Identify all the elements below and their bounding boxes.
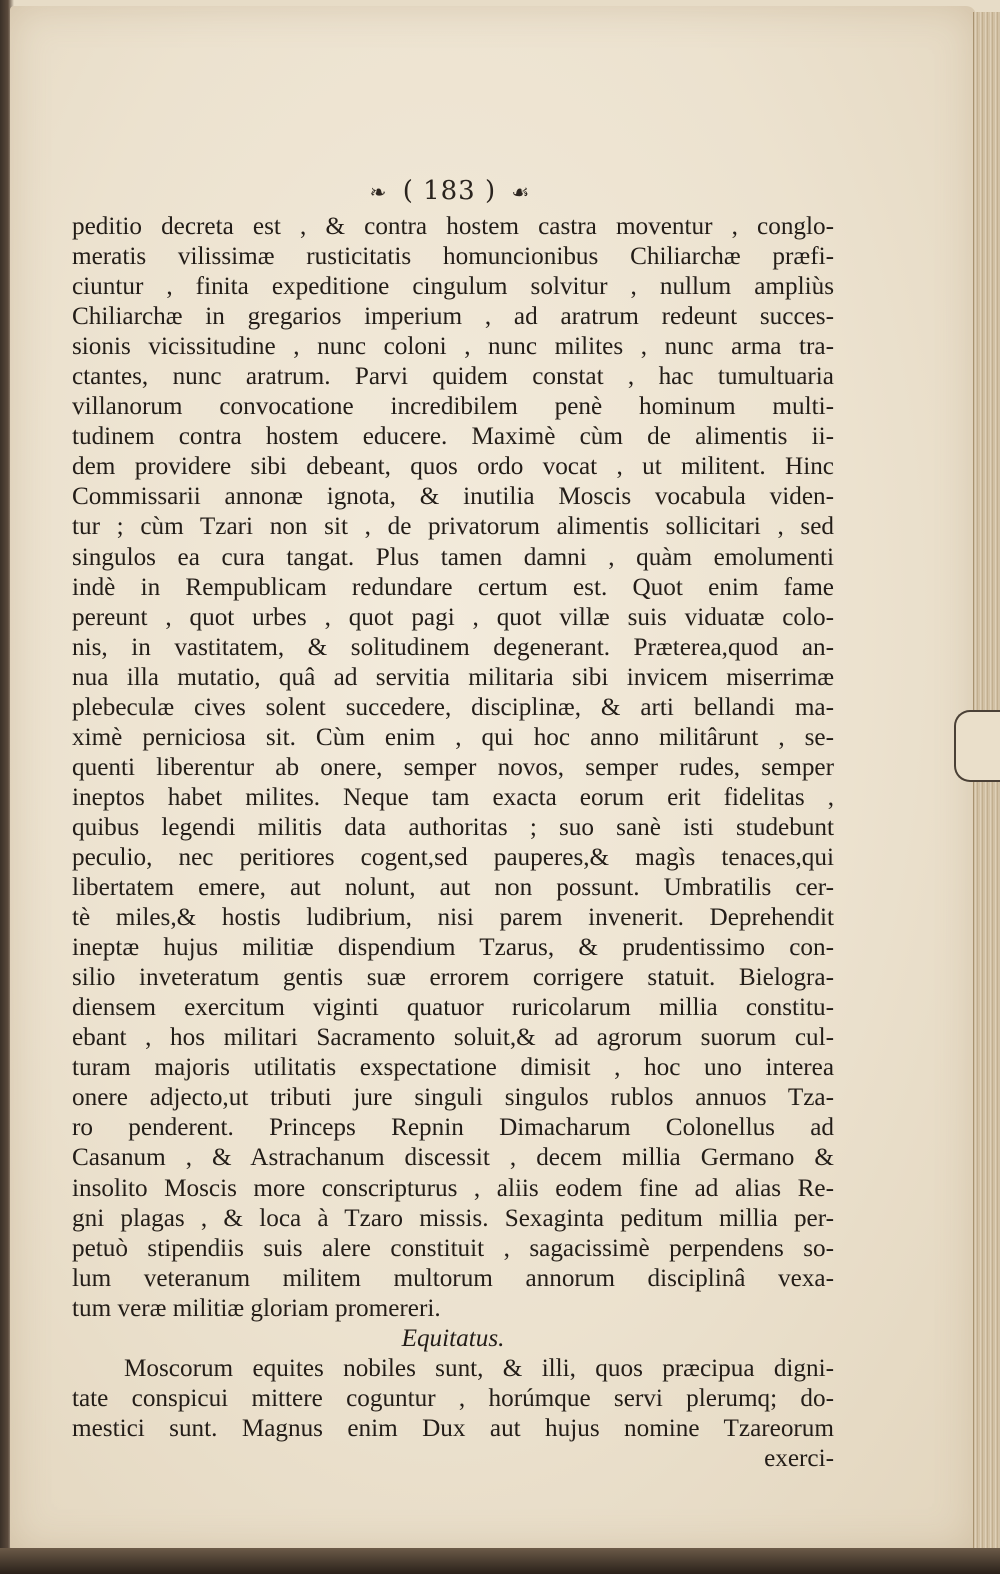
text-line: petuò stipendiis suis alere constituit , sagacissimè perpendens so-	[72, 1234, 834, 1262]
text-line: villanorum convocatione incredibilem penè hominum multi-	[72, 393, 834, 421]
text-line: tè miles,& hostis ludibrium, nisi parem invenerit. Deprehendit	[72, 904, 834, 932]
text-line: Commissarii annonæ ignota, & inutilia Moscis vocabula viden-	[72, 483, 834, 511]
page-edges	[973, 12, 1000, 1552]
text-line: ciuntur , finita expeditione cingulum solvitur , nullum ampliùs	[72, 273, 834, 301]
text-line: Moscorum equites nobiles sunt, & illi, quos præcipua digni-	[124, 1354, 834, 1382]
left-ornament-icon: ❧	[369, 180, 388, 204]
text-line: quenti liberentur ab onere, semper novos, semper rudes, semper	[72, 753, 834, 781]
text-line: Chiliarchæ in gregarios imperium , ad aratrum redeunt succes-	[72, 303, 834, 331]
text-line: ximè perniciosa sit. Cùm enim , qui hoc anno militârunt , se-	[72, 723, 834, 751]
right-ornament-icon: ☙	[511, 180, 531, 204]
text-line: tum veræ militiæ gloriam promereri.	[72, 1294, 441, 1322]
text-line: mestici sunt. Magnus enim Dux aut hujus nomine Tzareorum	[72, 1414, 834, 1442]
text-line: indè in Rempublicam redundare certum est. Quot enim fame	[72, 573, 834, 601]
text-line: meratis vilissimæ rusticitatis homuncionibus Chiliarchæ præfi-	[72, 243, 834, 271]
text-line: peditio decreta est , & contra hostem castra moventur , conglo-	[72, 213, 834, 240]
text-line: tudinem contra hostem educere. Maximè cùm de alimentis ii-	[72, 423, 834, 451]
text-line: tate conspicui mittere coguntur , horúmque servi plerumq; do-	[72, 1384, 834, 1412]
text-line: insolito Moscis more conscripturus , aliis eodem fine ad alias Re-	[72, 1174, 834, 1202]
text-line: quibus legendi militis data authoritas ; suo sanè isti studebunt	[72, 813, 834, 841]
page-header	[300, 176, 600, 206]
scan-bottom-shadow	[0, 1548, 1000, 1574]
text-line: plebeculæ cives solent succedere, disciplinæ, & arti bellandi ma-	[72, 693, 834, 721]
text-line: libertatem emere, aut nolunt, aut non possunt. Umbratilis cer-	[72, 874, 834, 902]
page-number: ( 183 )	[402, 176, 497, 206]
text-line: nis, in vastitatem, & solitudinem degenerant. Præterea,quod an-	[72, 633, 834, 661]
text-line: ineptæ hujus militiæ dispendium Tzarus, & prudentissimo con-	[72, 934, 834, 962]
text-line: ineptos habet milites. Neque tam exacta eorum erit fidelitas ,	[72, 783, 834, 811]
text-line: lum veteranum militem multorum annorum disciplinâ vexa-	[72, 1264, 834, 1292]
section-heading: Equitatus.	[401, 1324, 505, 1352]
text-line: sionis vicissitudine , nunc coloni , nunc milites , nunc arma tra-	[72, 333, 834, 361]
text-line: ctantes, nunc aratrum. Parvi quidem constat , hac tumultuaria	[72, 363, 834, 391]
text-line: onere adjecto,ut tributi jure singuli singulos rublos annuos Tza-	[72, 1084, 834, 1112]
text-line: peculio, nec peritiores cogent,sed pauperes,& magìs tenaces,qui	[72, 843, 834, 871]
text-line: silio inveteratum gentis suæ errorem corrigere statuit. Bielogra-	[72, 964, 834, 992]
page-tab-marker	[954, 710, 1000, 782]
text-line: nua illa mutatio, quâ ad servitia militaria sibi invicem miserrimæ	[72, 663, 834, 691]
text-line: turam majoris utilitatis exspectatione dimisit , hoc uno interea	[72, 1054, 834, 1082]
text-line: ebant , hos militari Sacramento soluit,& ad agrorum suorum cul-	[72, 1024, 834, 1052]
text-line: gni plagas , & loca à Tzaro missis. Sexaginta peditum millia per-	[72, 1204, 834, 1232]
text-line: pereunt , quot urbes , quot pagi , quot villæ suis viduatæ colo-	[72, 603, 834, 631]
main-text-block	[72, 212, 834, 1474]
text-line: diensem exercitum viginti quatuor ruricolarum millia constitu-	[72, 994, 834, 1022]
text-line: Casanum , & Astrachanum discessit , decem millia Germano &	[72, 1144, 834, 1172]
text-line: dem providere sibi debeant, quos ordo vocat , ut militent. Hinc	[72, 453, 834, 481]
text-line: singulos ea cura tangat. Plus tamen damni , quàm emolumenti	[72, 543, 834, 571]
text-line: tur ; cùm Tzari non sit , de privatorum alimentis sollicitari , sed	[72, 513, 834, 541]
catchword: exerci-	[764, 1444, 834, 1472]
text-line: ro penderent. Princeps Repnin Dimacharum Colonellus ad	[72, 1114, 834, 1142]
